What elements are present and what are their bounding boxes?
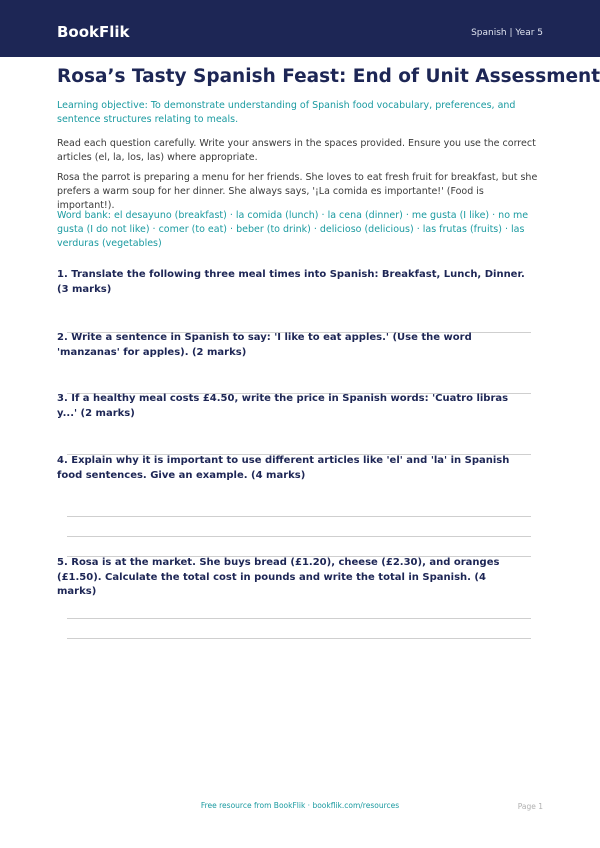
question-1: 1. Translate the following three meal times into Spanish: Breakfast, Lunch, Dinner. (3 marks) — [57, 269, 525, 295]
brand-logo[interactable]: BookFlik — [57, 23, 130, 41]
question-4: 4. Explain why it is important to use different articles like 'el' and 'la' in Spanish food sentences. Give an example. (4 marks) — [57, 455, 510, 481]
question-5: 5. Rosa is at the market. She buys bread (£1.20), cheese (£2.30), and oranges (£1.50). Calculate the total cost in pounds and write the total in Spanish. (4 marks) — [57, 557, 500, 597]
answer-line[interactable] — [67, 638, 531, 639]
question-2: 2. Write a sentence in Spanish to say: 'I like to eat apples.' (Use the word 'manzanas' for apples). (2 marks) — [57, 332, 472, 358]
subject-year-label: Spanish | Year 5 — [471, 28, 543, 38]
answer-line[interactable] — [67, 618, 531, 619]
learning-objective: Learning objective: To demonstrate understanding of Spanish food vocabulary, preferences, and sentence structures relating to meals. — [57, 100, 516, 125]
story-text: Rosa the parrot is preparing a menu for her friends. She loves to eat fresh fruit for breakfast, but she prefers a warm soup for her dinner. She always says, '¡La comida es importante!' (Food is important!). — [57, 172, 538, 211]
page-number: Page 1 — [517, 802, 543, 811]
word-bank: Word bank: el desayuno (breakfast) · la comida (lunch) · la cena (dinner) · me gusta (I like) · no me gusta (I do not like) · comer (to eat) · beber (to drink) · delicioso (delicious) · las frutas (fruits) · las verduras (vegetables) — [57, 210, 529, 249]
footer-text[interactable]: Free resource from BookFlik · bookflik.com/resources — [200, 801, 400, 810]
page-title: Rosa’s Tasty Spanish Feast: End of Unit Assessment — [57, 66, 600, 87]
question-3: 3. If a healthy meal costs £4.50, write the price in Spanish words: 'Cuatro libras y...' (2 marks) — [57, 393, 509, 419]
answer-line[interactable] — [67, 536, 531, 537]
instructions: Read each question carefully. Write your answers in the spaces provided. Ensure you use the correct articles (el, la, los, las) where appropriate. — [57, 138, 536, 163]
answer-line[interactable] — [67, 516, 531, 517]
header-bar — [0, 0, 600, 57]
